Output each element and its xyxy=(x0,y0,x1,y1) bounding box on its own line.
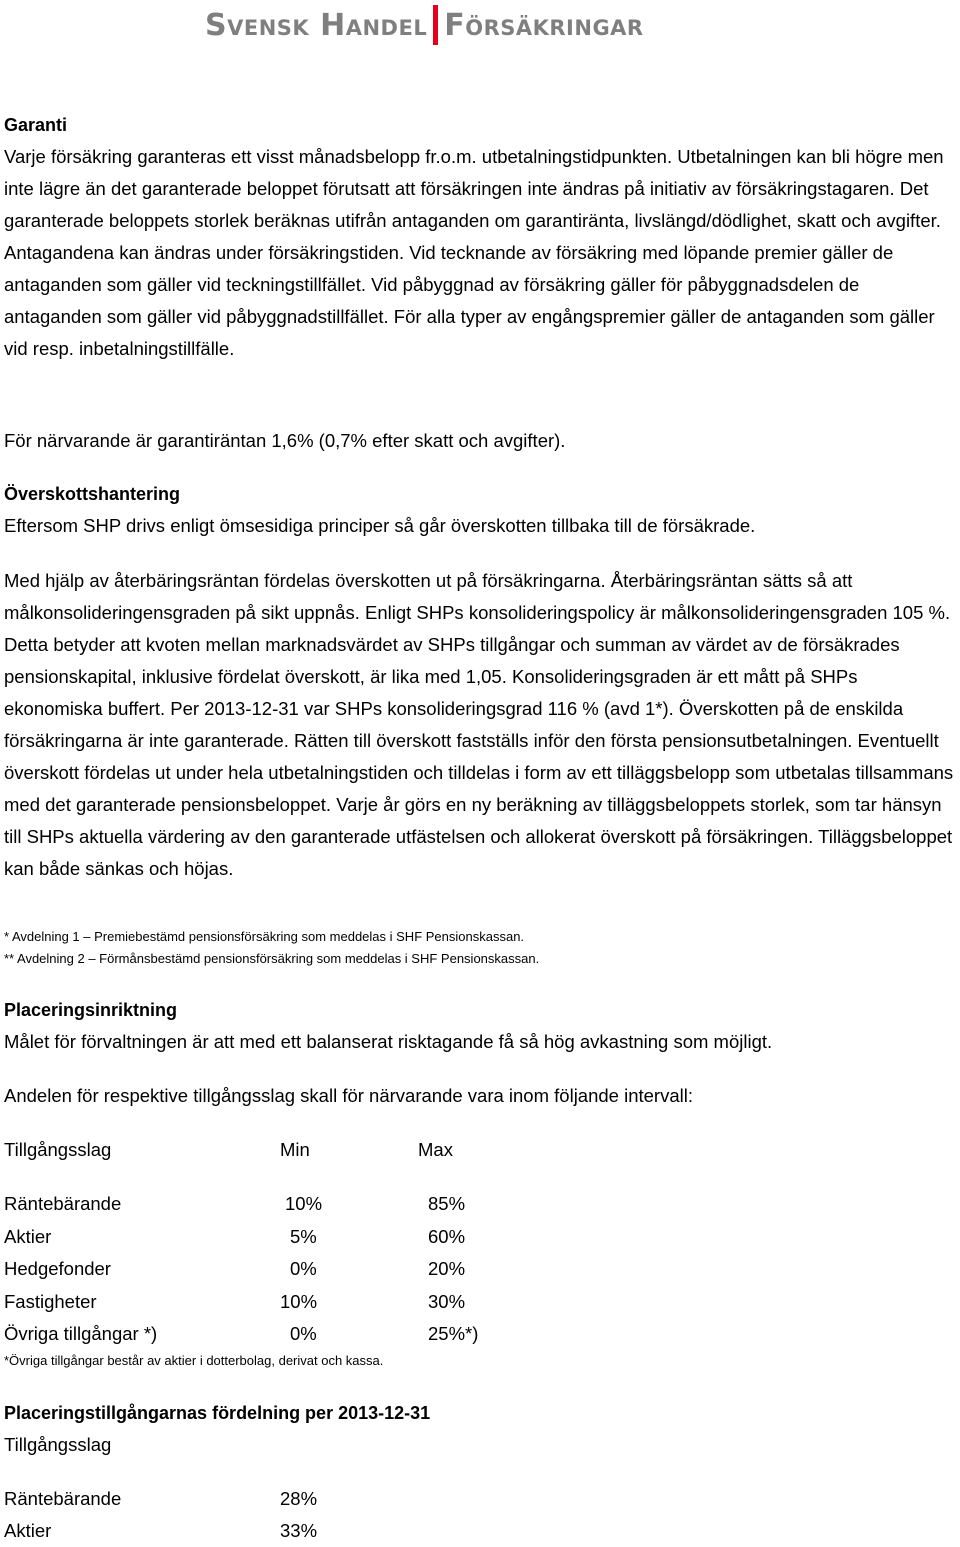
asset-name: Räntebärande xyxy=(4,1488,122,1509)
garanti-rate-paragraph: För närvarande är garantiräntan 1,6% (0,7% efter skatt och avgifter). xyxy=(4,430,566,451)
placering-interval-text: Andelen för respektive tillgångsslag skall för närvarande vara inom följande intervall: xyxy=(4,1085,693,1106)
column-header-min: Min xyxy=(280,1139,310,1160)
share-value: 33% xyxy=(280,1520,318,1541)
footnote-avd1: * Avdelning 1 – Premiebestämd pensionsförsäkring som meddelas i SHF Pensionskassan. xyxy=(4,929,525,944)
logo-divider xyxy=(433,5,438,45)
max-value: 85% xyxy=(428,1193,466,1214)
asset-name: Aktier xyxy=(4,1520,52,1541)
footnote-avd2: ** Avdelning 2 – Förmånsbestämd pensionsförsäkring som meddelas i SHF Pensionskassan. xyxy=(4,951,540,966)
max-value: 60% xyxy=(428,1226,466,1247)
max-value: 30% xyxy=(428,1291,466,1312)
garanti-section xyxy=(4,109,956,365)
column-header-asset: Tillgångsslag xyxy=(4,1139,112,1160)
min-value: 0% xyxy=(290,1258,317,1279)
garanti-rate-text xyxy=(4,425,956,457)
placering-heading: Placeringsinriktning xyxy=(4,1000,178,1020)
placering-goal: Målet för förvaltningen är att med ett balanserat risktagande få så hög avkastning som möjligt. xyxy=(4,1031,773,1052)
logo-text-left: Svensk Handel xyxy=(205,7,428,43)
overskott-heading: Överskottshantering xyxy=(4,484,181,504)
company-logo xyxy=(205,4,644,46)
overskott-section xyxy=(4,478,956,542)
min-value: 10% xyxy=(285,1193,323,1214)
asset-name: Fastigheter xyxy=(4,1291,97,1312)
logo-text-right: Försäkringar xyxy=(444,7,644,43)
fordelning-subheading: Tillgångsslag xyxy=(4,1434,112,1455)
overskott-details xyxy=(4,565,956,885)
overskott-notes xyxy=(4,926,956,970)
max-value: 25%*) xyxy=(428,1323,479,1344)
column-header-max: Max xyxy=(418,1139,453,1160)
asset-name: Räntebärande xyxy=(4,1193,122,1214)
fordelning-section xyxy=(4,1397,956,1461)
allocation-footnote xyxy=(4,1350,956,1372)
overskott-paragraph: Med hjälp av återbäringsräntan fördelas överskotten ut på försäkringarna. Återbäringsräntan sätts så att målkonsolideringensgraden på sikt uppnås. Enligt SHPs konsolideringspolicy är målkonsolideringensgraden 105 %. Detta betyder att kvoten mellan marknadsvärdet av SHPs tillgångar och summan av värdet av de försäkrades pensionskapital, inklusive fördelat överskott, är lika med 1,05. Konsolideringsgraden är ett mått på SHPs ekonomiska buffert. Per 2013-12-31 var SHPs konsolideringsgrad 116 % (avd 1*). Överskotten på de enskilda försäkringarna är inte garanterade. Rätten till överskott fastställs inför den första pensionsutbetalningen. Eventuellt överskott fördelas ut under hela utbetalningstiden och tilldelas i form av ett tilläggsbelopp som utbetalas tillsammans med det garanterade pensionsbeloppet. Varje år görs en ny beräkning av tilläggsbeloppets storlek, som tar hänsyn till SHPs aktuella värdering av den garanterade utfästelsen och allokerat överskott på försäkringen. Tilläggsbeloppet kan både sänkas och höjas. xyxy=(4,570,954,879)
allocation-footnote-text: *Övriga tillgångar består av aktier i dotterbolag, derivat och kassa. xyxy=(4,1353,384,1368)
asset-name: Hedgefonder xyxy=(4,1258,111,1279)
min-value: 10% xyxy=(280,1291,318,1312)
placering-interval-intro xyxy=(4,1080,956,1112)
min-value: 0% xyxy=(290,1323,317,1344)
asset-name: Aktier xyxy=(4,1226,52,1247)
garanti-heading: Garanti xyxy=(4,115,68,135)
share-value: 28% xyxy=(280,1488,318,1509)
max-value: 20% xyxy=(428,1258,466,1279)
min-value: 5% xyxy=(290,1226,317,1247)
placering-section xyxy=(4,994,956,1058)
overskott-intro: Eftersom SHP drivs enligt ömsesidiga principer så går överskotten tillbaka till de försäkrade. xyxy=(4,515,756,536)
asset-name: Övriga tillgångar *) xyxy=(4,1323,158,1344)
garanti-paragraph: Varje försäkring garanteras ett visst månadsbelopp fr.o.m. utbetalningstidpunkten. Utbetalningen kan bli högre men inte lägre än det garanterade beloppet förutsatt att försäkringen inte ändras på initiativ av försäkringstagaren. Det garanterade beloppets storlek beräknas utifrån antaganden om garantiränta, livslängd/dödlighet, skatt och avgifter. Antagandena kan ändras under försäkringstiden. Vid tecknande av försäkring med löpande premier gäller de antaganden som gäller vid teckningstillfället. Vid påbyggnad av försäkring gäller för påbyggnadsdelen de antaganden som gäller vid påbyggnadstillfället. För alla typer av engångspremier gäller de antaganden som gäller vid resp. inbetalningstillfälle. xyxy=(4,146,944,359)
fordelning-heading: Placeringstillgångarnas fördelning per 2013-12-31 xyxy=(4,1403,431,1423)
